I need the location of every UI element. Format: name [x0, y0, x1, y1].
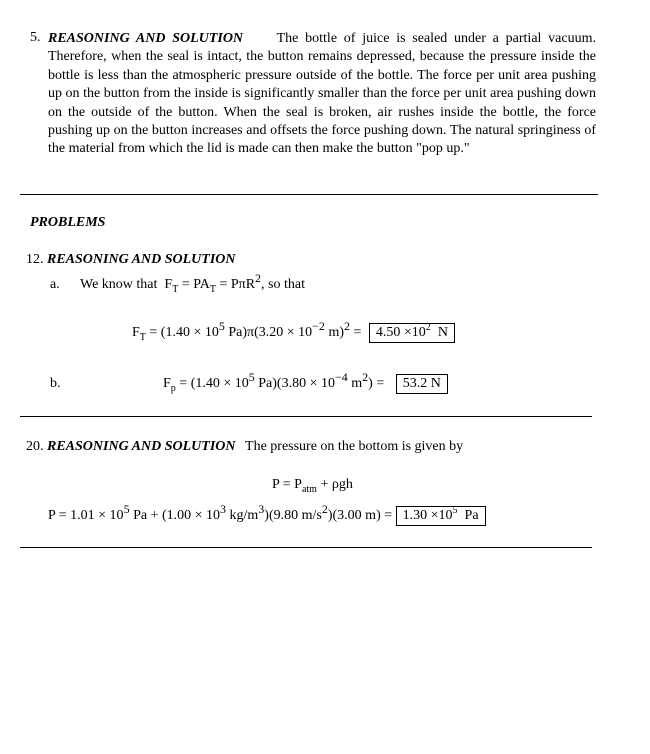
q20-result-unit: Pa — [464, 508, 479, 523]
q5-paragraph — [48, 30, 596, 159]
q5-heading: REASONING AND SOLUTION — [48, 31, 244, 46]
q12-part-a-answer-box — [369, 323, 455, 343]
q12-part-a-intro-tail: , so that — [261, 277, 305, 292]
q20-result: 1.30 ×10 — [402, 508, 453, 523]
q20-equation: P = 1.01 × 105 Pa + (1.00 × 103 kg/m3)(9.80 m/s2)(3.00 $m) = 1.30 \times 10^5$ Pa — [48, 506, 486, 526]
q20-title — [26, 439, 463, 455]
q12-heading: REASONING AND SOLUTION — [47, 252, 236, 267]
q5-number: 5. — [30, 30, 41, 45]
q12-part-a-result: 4.50 ×10 — [375, 325, 426, 340]
q12-part-b-equation: $F_p = (1.40 \times 105$ Pa)(3.80 × 10−4 m2) = 53.2 N — [163, 374, 448, 394]
q12-part-a-label: a. — [50, 277, 60, 292]
q20-result-exp: 5 — [452, 505, 458, 516]
q12-number: 12. — [26, 252, 44, 267]
q12-part-a-intro — [80, 271, 305, 295]
q12-part-a-result-unit: N — [437, 325, 448, 340]
divider-1 — [20, 194, 598, 195]
q12-formula-area: $F_T = PA_T = P\pi R2$ — [160, 271, 262, 295]
q20-heading: REASONING AND SOLUTION — [47, 439, 236, 454]
q20-answer-box — [396, 506, 486, 526]
q5-text: The bottle of juice is sealed under a partial vacuum. Therefore, when the seal is intact, the button remains depressed, because the pressure inside the bottle is less than the atmospheric pressure outside of the bottle. The force per unit area pushing up on the button from the inside is significantly smaller than the force per unit area pushing down on the outside of the button. When the seal is broken, air rushes inside the bottle, the force pushing up on the button increases and offsets the force pushing down. The natural springiness of the material from which the lid is made can then make the button "pop up." — [48, 31, 596, 157]
q12-part-a-intro-text: We know that — [80, 277, 158, 292]
q12-title — [26, 252, 236, 268]
q12-part-b-result: 53.2 N — [402, 376, 441, 391]
q12-part-a-result-exp: 2 — [425, 322, 431, 333]
q12-part-b-answer-box — [396, 374, 448, 394]
problems-heading: PROBLEMS — [30, 215, 106, 230]
q20-number: 20. — [26, 439, 44, 454]
divider-2 — [20, 416, 592, 417]
q20-formula: $P = P_{atm} + \rho gh$ — [272, 477, 353, 495]
q20-intro: The pressure on the bottom is given by — [245, 439, 464, 454]
q12-part-b-label: b. — [50, 376, 61, 391]
divider-3 — [20, 547, 592, 548]
q12-part-a-equation: $F_T = (1.40 \times 105$ Pa)π(3.20 × 10−2 $m)2 = 4.50 \times 10^2$ N — [132, 323, 455, 343]
